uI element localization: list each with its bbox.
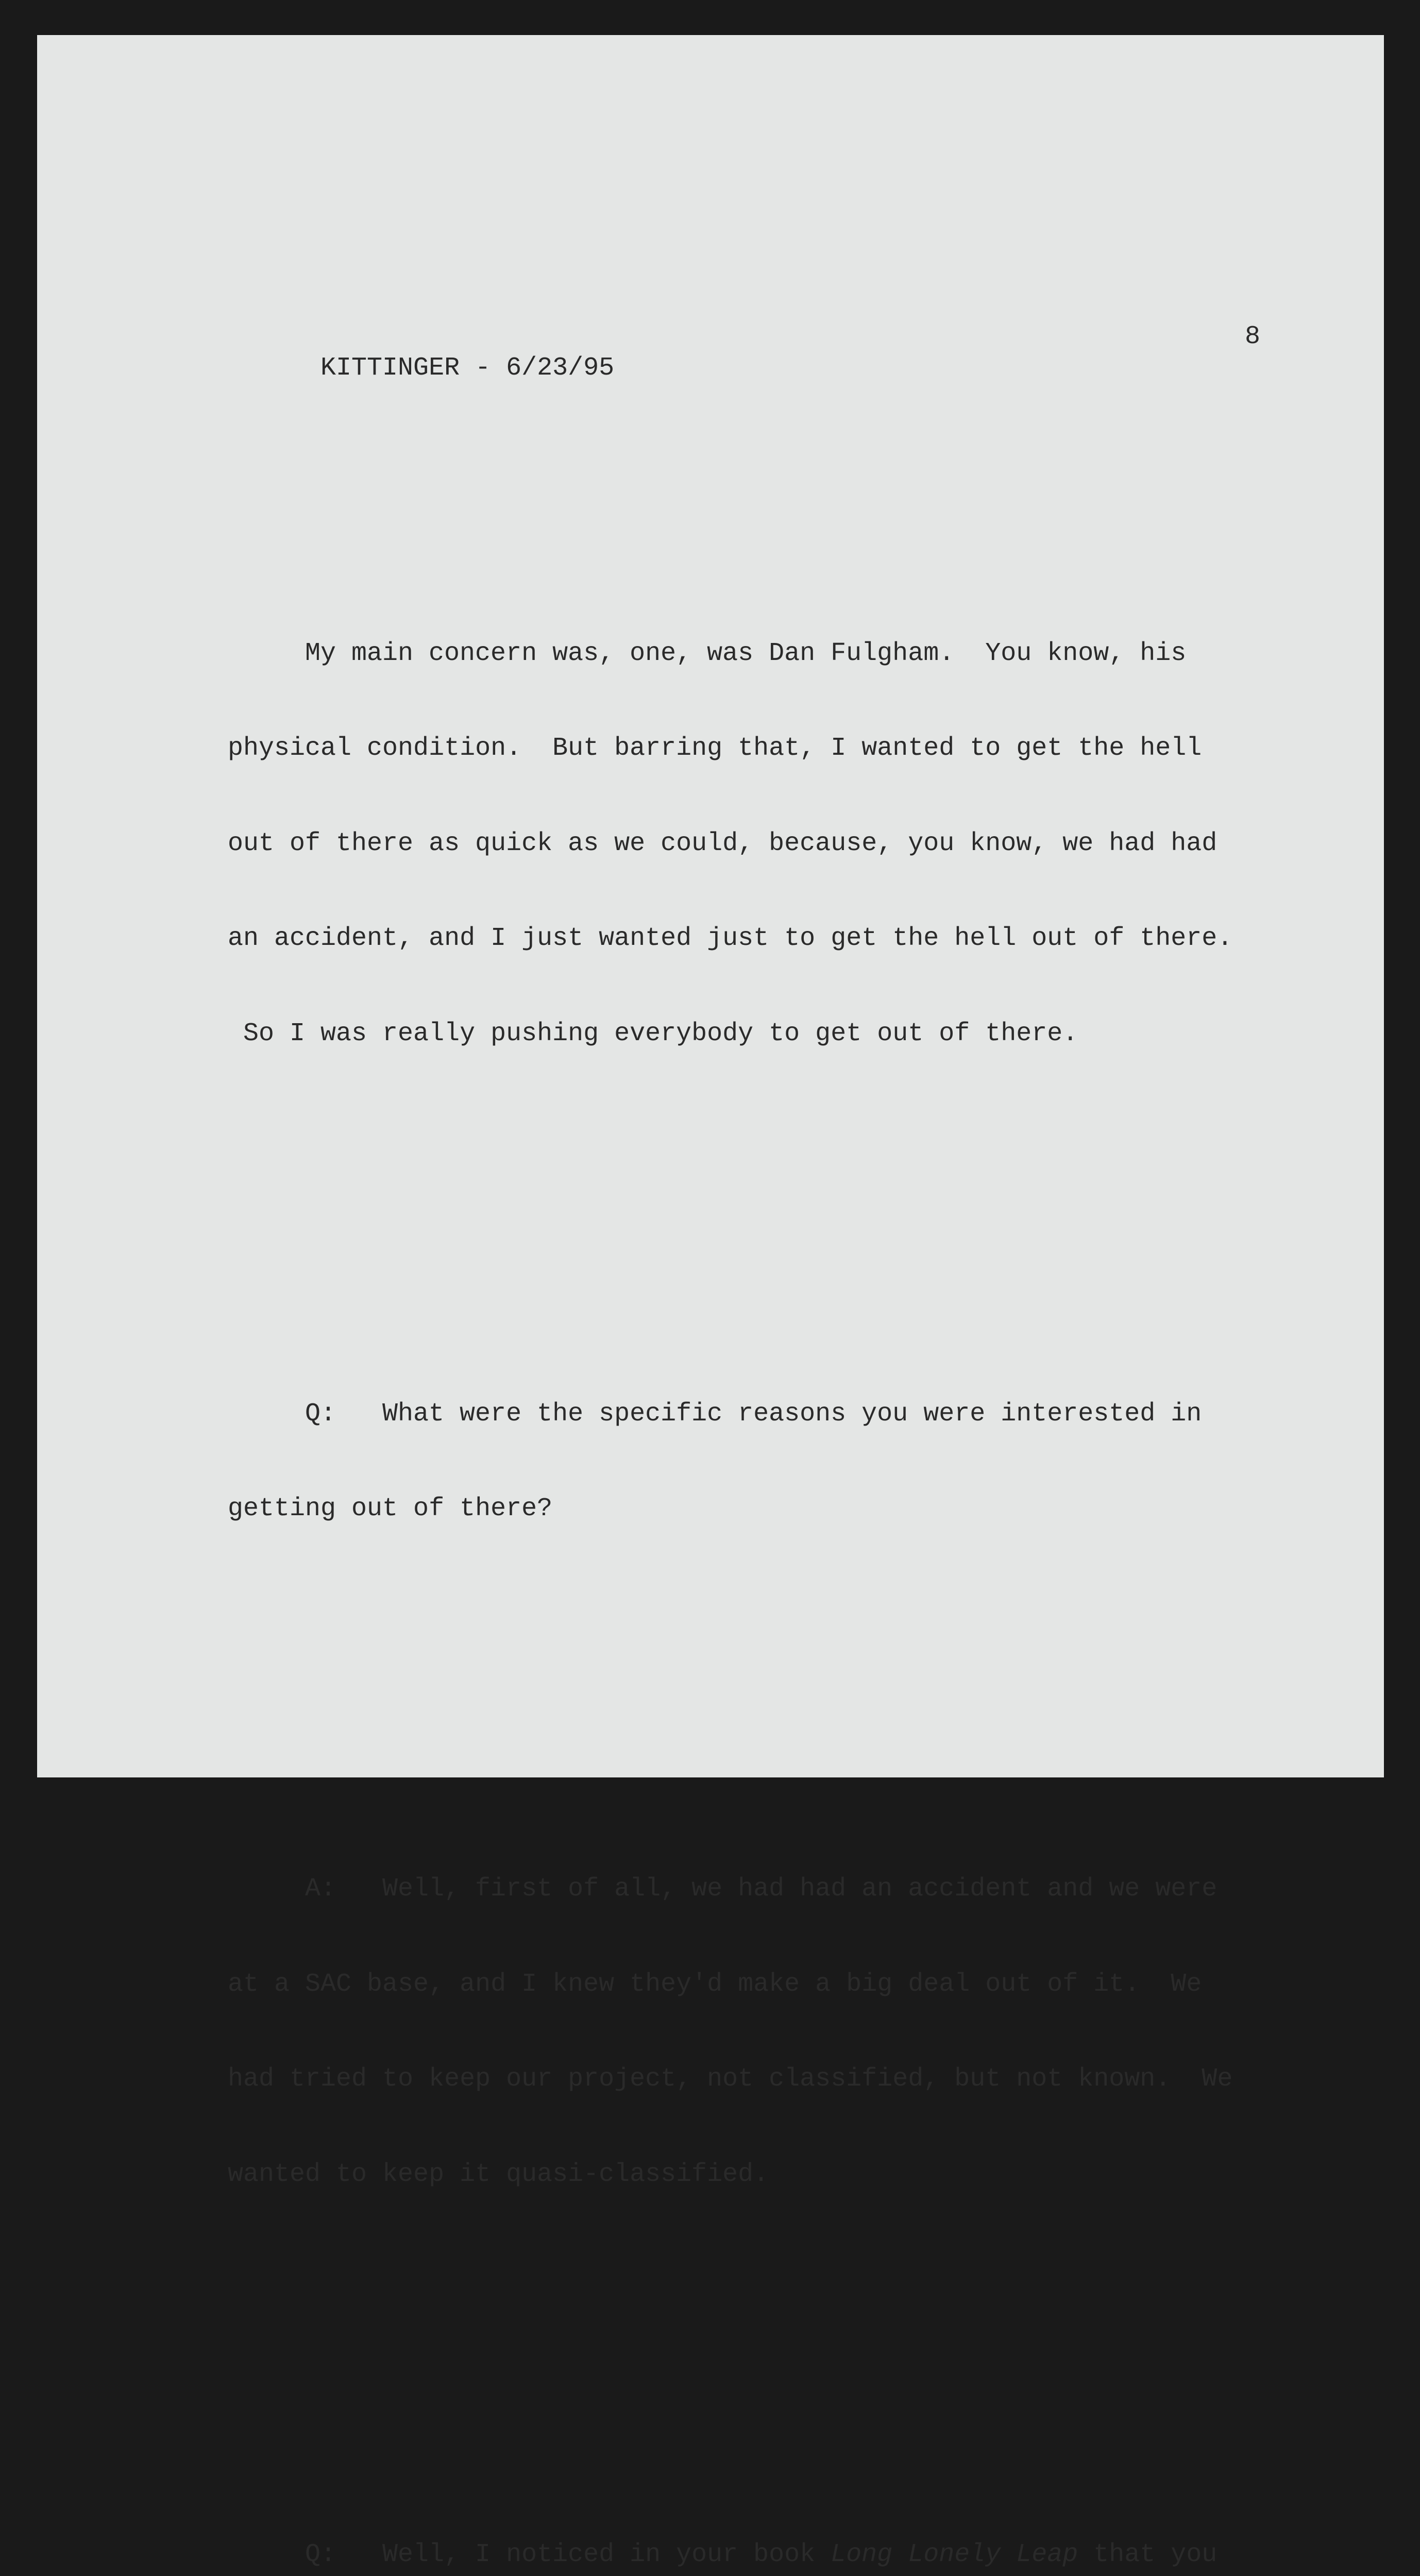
question-paragraph bbox=[228, 1335, 1279, 1588]
paragraph-line: an accident, and I just wanted just to get the hell out of there. bbox=[228, 923, 1279, 955]
page-number: 8 bbox=[1245, 321, 1260, 353]
paragraph-line: wanted to keep it quasi-classified. bbox=[228, 2159, 1279, 2191]
paragraph-line bbox=[228, 2539, 1279, 2571]
paragraph-line: had tried to keep our project, not classified, but not known. We bbox=[228, 2063, 1279, 2095]
question-paragraph bbox=[228, 2476, 1279, 2576]
page-header bbox=[228, 321, 1279, 353]
header-title: KITTINGER - 6/23/95 bbox=[320, 353, 614, 383]
answer-paragraph bbox=[228, 1810, 1279, 2253]
line-text: that you bbox=[1078, 2540, 1217, 2569]
paragraph-line: A: Well, first of all, we had had an accident and we were bbox=[228, 1873, 1279, 1905]
paragraph-line: Q: What were the specific reasons you were interested in bbox=[228, 1398, 1279, 1430]
book-title: Long Lonely Leap bbox=[831, 2540, 1078, 2569]
paragraph-line: at a SAC base, and I knew they'd make a big deal out of it. We bbox=[228, 1969, 1279, 2001]
paragraph bbox=[228, 574, 1279, 1113]
document-page bbox=[37, 35, 1384, 1777]
paragraph-line: out of there as quick as we could, because, you know, we had had bbox=[228, 828, 1279, 860]
paragraph-line: physical condition. But barring that, I wanted to get the hell bbox=[228, 733, 1279, 765]
paragraph-line: My main concern was, one, was Dan Fulgham. You know, his bbox=[228, 638, 1279, 670]
paragraph-line: So I was really pushing everybody to get out of there. bbox=[228, 1018, 1279, 1050]
transcript-body bbox=[228, 226, 1279, 2576]
line-text: Q: Well, I noticed in your book bbox=[305, 2540, 831, 2569]
paragraph-line: getting out of there? bbox=[228, 1493, 1279, 1525]
